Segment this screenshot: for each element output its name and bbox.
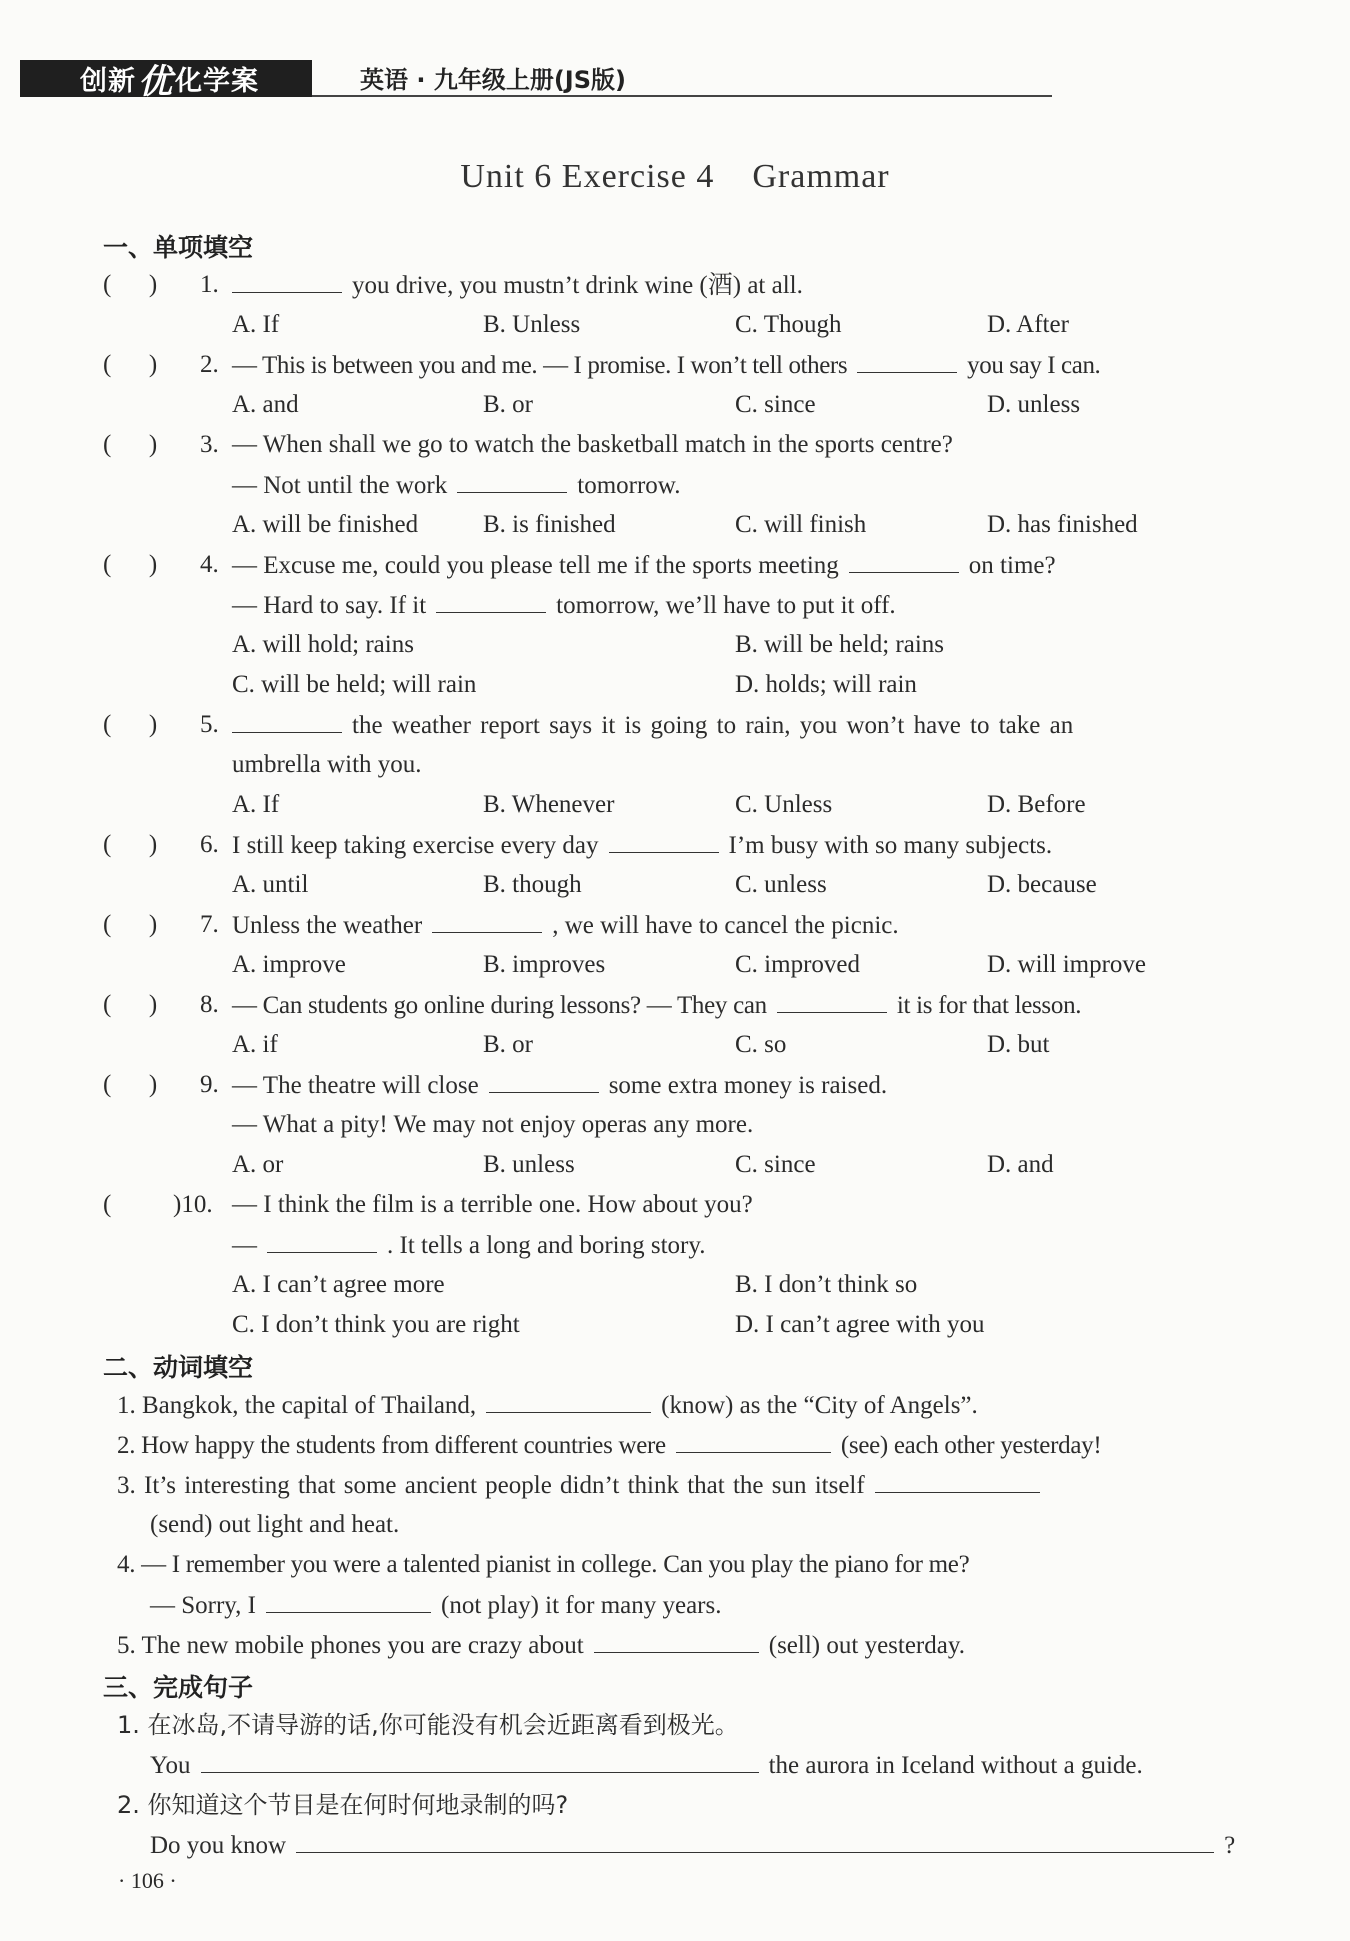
answer-blank[interactable] — [432, 910, 542, 933]
option-a: A. or — [232, 1151, 284, 1178]
section3-heading: 三、完成句子 — [103, 1673, 254, 1702]
option-b: B. improves — [483, 951, 606, 978]
option-c: C. will finish — [735, 511, 867, 538]
answer-paren[interactable]: ( ) — [103, 1071, 158, 1098]
answer-paren[interactable]: ( ) — [103, 831, 158, 858]
option-a: A. and — [232, 391, 299, 418]
brand-text-a: 创新 — [80, 66, 136, 97]
question-number: 2. — [200, 351, 219, 378]
answer-blank[interactable] — [594, 1630, 759, 1653]
question-number: 8. — [200, 991, 219, 1018]
question-number: 4. — [200, 551, 219, 578]
question-number: 6. — [200, 831, 219, 858]
sentence-1-english — [150, 1750, 1143, 1781]
answer-blank[interactable] — [857, 350, 957, 373]
option-c: C. improved — [735, 951, 860, 978]
answer-blank[interactable] — [232, 270, 342, 293]
answer-blank[interactable] — [609, 830, 719, 853]
question-stem: — I think the film is a terrible one. How about you? — [232, 1191, 753, 1218]
answer-blank[interactable] — [457, 470, 567, 493]
question-stem: — The theatre will close — [232, 1072, 479, 1099]
verb-item-text: 2. How happy the students from different countries were — [117, 1432, 666, 1459]
answer-blank[interactable] — [489, 1070, 599, 1093]
answer-paren[interactable]: ( ) — [103, 991, 158, 1018]
option-c: C. since — [735, 1151, 816, 1178]
answer-paren[interactable]: ( ) — [103, 711, 158, 738]
sentence-prefix: You — [150, 1752, 191, 1779]
answer-paren[interactable]: ( — [103, 1191, 149, 1218]
sentence-1-chinese: 1. 在冰岛,不请导游的话,你可能没有机会近距离看到极光。 — [117, 1711, 739, 1739]
question-stem-line2: umbrella with you. — [232, 751, 422, 778]
answer-blank[interactable] — [676, 1430, 831, 1453]
question-stem-line2: — — [232, 1232, 257, 1259]
question-stem: — This is between you and me. — I promise. I won’t tell others — [232, 352, 848, 379]
option-b: B. or — [483, 1031, 533, 1058]
verb-item-5 — [117, 1630, 965, 1661]
option-d: D. but — [987, 1031, 1050, 1058]
answer-paren[interactable]: ( ) — [103, 911, 158, 938]
option-b: B. Unless — [483, 311, 581, 338]
option-a: A. will hold; rains — [232, 631, 414, 658]
option-c: C. Unless — [735, 791, 833, 818]
question-stem-end: some extra money is raised. — [608, 1072, 888, 1099]
question-stem: — Can students go online during lessons? — They can — [232, 992, 767, 1019]
option-d: D. Before — [987, 791, 1086, 818]
sentence-suffix: ? — [1224, 1832, 1236, 1859]
question-stem: I still keep taking exercise every day — [232, 832, 599, 859]
question-stem-line2-end: tomorrow, we’ll have to put it off. — [556, 592, 896, 619]
question-stem: you drive, you mustn’t drink wine (酒) at all. — [352, 272, 803, 299]
option-d: D. has finished — [987, 511, 1138, 538]
verb-item-1 — [117, 1390, 978, 1421]
answer-blank[interactable] — [296, 1830, 1214, 1853]
option-b: B. I don’t think so — [735, 1271, 918, 1298]
answer-blank[interactable] — [436, 590, 546, 613]
option-c: C. I don’t think you are right — [232, 1311, 520, 1338]
verb-item-2 — [117, 1430, 1101, 1461]
option-c: C. will be held; will rain — [232, 671, 477, 698]
answer-blank[interactable] — [777, 990, 887, 1013]
question-stem-end: , we will have to cancel the picnic. — [552, 912, 899, 939]
question-number: 1. — [200, 271, 219, 298]
brand-text-accent: 优 — [138, 62, 173, 102]
answer-blank[interactable] — [849, 550, 959, 573]
question-stem: — Excuse me, could you please tell me if the sports meeting — [232, 552, 839, 579]
option-c: C. Though — [735, 311, 842, 338]
question-stem-line2: — Not until the work — [232, 472, 448, 499]
question-number: 5. — [200, 711, 219, 738]
question-stem-end: you say I can. — [967, 352, 1101, 379]
option-d: D. because — [987, 871, 1097, 898]
answer-paren[interactable]: ( ) — [103, 271, 158, 298]
verb-item-hint: (see) each other yesterday! — [840, 1432, 1102, 1459]
question-stem-line2: — Hard to say. If it — [232, 592, 427, 619]
option-d: D. After — [987, 311, 1069, 338]
verb-item-text: 1. Bangkok, the capital of Thailand, — [117, 1392, 477, 1419]
verb-item-hint: (send) out light and heat. — [150, 1511, 400, 1538]
verb-item-text: — Sorry, I — [150, 1592, 257, 1619]
sentence-2-english — [150, 1830, 1235, 1861]
question-stem-line2-end: tomorrow. — [577, 472, 681, 499]
header-divider — [312, 95, 1052, 97]
answer-blank[interactable] — [232, 710, 342, 733]
question-stem: Unless the weather — [232, 912, 423, 939]
brand-banner — [20, 60, 312, 102]
answer-blank[interactable] — [266, 1590, 431, 1613]
answer-blank[interactable] — [201, 1750, 759, 1773]
verb-item-text: 5. The new mobile phones you are crazy about — [117, 1632, 584, 1659]
option-c: C. since — [735, 391, 816, 418]
option-a: A. I can’t agree more — [232, 1271, 445, 1298]
option-d: D. unless — [987, 391, 1081, 418]
option-b: B. unless — [483, 1151, 575, 1178]
option-d: D. and — [987, 1151, 1054, 1178]
option-c: C. unless — [735, 871, 827, 898]
option-a: A. If — [232, 791, 280, 818]
question-stem-end: it is for that lesson. — [896, 992, 1082, 1019]
page-number: · 106 · — [118, 1868, 177, 1893]
page-title: Unit 6 Exercise 4 Grammar — [460, 158, 890, 195]
option-a: A. if — [232, 1031, 278, 1058]
verb-item-4: 4. — I remember you were a talented pianist in college. Can you play the piano for me? — [117, 1551, 970, 1578]
option-c: C. so — [735, 1031, 787, 1058]
verb-item-text: 3. It’s interesting that some ancient people didn’t think that the sun itself — [117, 1472, 865, 1499]
option-b: B. will be held; rains — [735, 631, 944, 658]
verb-item-hint: (not play) it for many years. — [441, 1592, 722, 1619]
option-b: B. though — [483, 871, 582, 898]
verb-item-hint: (sell) out yesterday. — [768, 1632, 965, 1659]
question-number: 9. — [200, 1071, 219, 1098]
question-stem: — When shall we go to watch the basketball match in the sports centre? — [232, 431, 953, 458]
question-stem-end: I’m busy with so many subjects. — [728, 832, 1053, 859]
sentence-suffix: the aurora in Iceland without a guide. — [768, 1752, 1143, 1779]
option-d: D. holds; will rain — [735, 671, 917, 698]
option-b: B. or — [483, 391, 533, 418]
option-a: A. will be finished — [232, 511, 419, 538]
brand-text-c: 化学案 — [175, 66, 259, 97]
answer-paren[interactable]: ( ) — [103, 431, 158, 458]
answer-blank[interactable] — [875, 1470, 1040, 1493]
option-b: B. Whenever — [483, 791, 615, 818]
question-stem: the weather report says it is going to rain, you won’t have to take an — [352, 712, 1074, 739]
answer-paren[interactable]: ( ) — [103, 551, 158, 578]
option-a: A. improve — [232, 951, 346, 978]
question-stem-end: on time? — [968, 552, 1056, 579]
option-d: D. will improve — [987, 951, 1147, 978]
option-d: D. I can’t agree with you — [735, 1311, 985, 1338]
verb-item-hint: (know) as the “City of Angels”. — [661, 1392, 978, 1419]
answer-blank[interactable] — [486, 1390, 651, 1413]
question-stem-line2-end: . It tells a long and boring story. — [387, 1232, 706, 1259]
answer-blank[interactable] — [267, 1230, 377, 1253]
sentence-2-chinese: 2. 你知道这个节目是在何时何地录制的吗? — [117, 1791, 569, 1819]
section2-heading: 二、动词填空 — [103, 1353, 254, 1382]
verb-item-4-line2 — [150, 1590, 721, 1621]
option-a: A. until — [232, 871, 309, 898]
sentence-prefix: Do you know — [150, 1832, 287, 1859]
question-number: 7. — [200, 911, 219, 938]
option-b: B. is finished — [483, 511, 616, 538]
option-a: A. If — [232, 311, 280, 338]
answer-paren[interactable]: ( ) — [103, 351, 158, 378]
subject-label: 英语 · 九年级上册(JS版) — [360, 66, 626, 94]
question-number: )10. — [173, 1191, 213, 1218]
question-number: 3. — [200, 431, 219, 458]
question-stem-line2: — What a pity! We may not enjoy operas any more. — [232, 1111, 754, 1138]
section1-heading: 一、单项填空 — [103, 233, 254, 262]
verb-item-3 — [117, 1470, 1050, 1501]
